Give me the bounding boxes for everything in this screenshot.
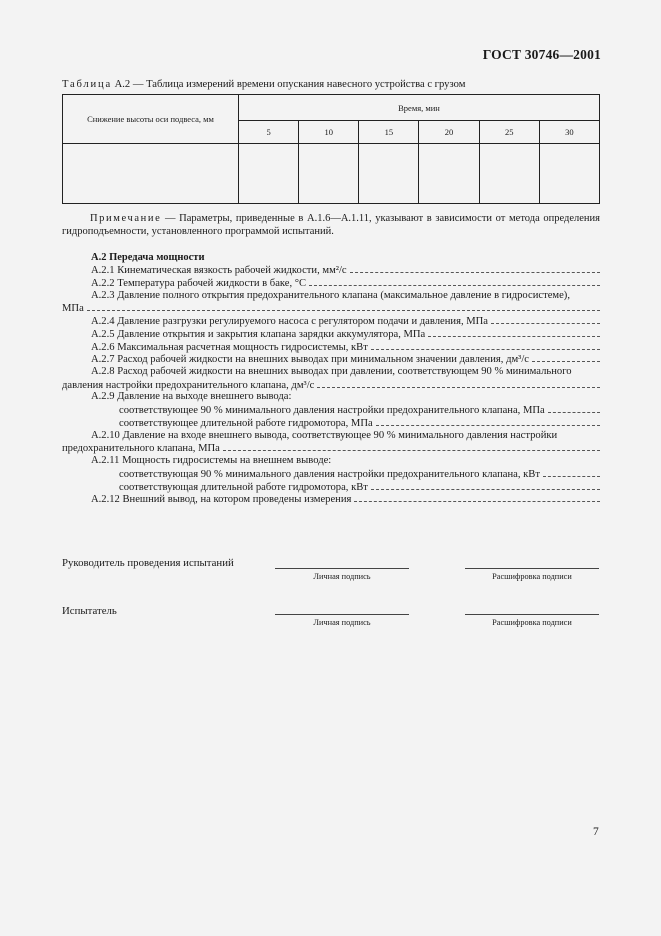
fill-blank[interactable] — [491, 314, 600, 324]
time-column-header: 25 — [479, 121, 539, 144]
table-cell — [539, 144, 599, 204]
fill-blank[interactable] — [548, 403, 600, 413]
time-column-header: 10 — [299, 121, 359, 144]
section-title: А.2 Передача мощности — [91, 252, 205, 263]
form-line: А.2.3 Давление полного открытия предохранительного клапана (максимальное давление в гидросистеме), — [91, 290, 570, 301]
table-cell — [299, 144, 359, 204]
name-caption: Расшифровка подписи — [492, 618, 572, 627]
signature-role: Руководитель проведения испытаний — [62, 557, 234, 569]
form-line: А.2.7 Расход рабочей жидкости на внешних выводах при минимальном значении давления, дм³/с — [62, 352, 600, 365]
fill-blank[interactable] — [543, 467, 600, 477]
form-line: А.2.1 Кинематическая вязкость рабочей жидкости, мм²/с — [62, 263, 600, 276]
standard-header: ГОСТ 30746—2001 — [482, 47, 601, 62]
fill-blank[interactable] — [371, 340, 600, 350]
form-line: МПа — [62, 301, 600, 314]
fill-blank[interactable] — [532, 352, 600, 362]
table-cell — [419, 144, 479, 204]
time-group-header: Время, мин — [239, 95, 600, 121]
name-line[interactable] — [465, 568, 599, 569]
table-caption-text: А.2 — Таблица измерений времени опускания навесного устройства с грузом — [111, 79, 466, 90]
form-line: предохранительного клапана, МПа — [62, 441, 600, 454]
signature-role: Испытатель — [62, 605, 117, 617]
table-caption — [62, 79, 465, 90]
fill-blank[interactable] — [223, 441, 600, 451]
fill-blank[interactable] — [371, 480, 600, 490]
fill-blank[interactable] — [350, 263, 600, 273]
form-line: А.2.2 Температура рабочей жидкости в баке, °С — [62, 276, 600, 289]
table-cell — [479, 144, 539, 204]
time-column-header: 30 — [539, 121, 599, 144]
table-caption-label: Таблица — [62, 79, 112, 90]
page-number: 7 — [593, 826, 599, 838]
form-line: А.2.8 Расход рабочей жидкости на внешних выводах при давлении, соответствующем 90 % минимального — [91, 366, 572, 377]
fill-blank[interactable] — [317, 378, 600, 388]
table-cell — [359, 144, 419, 204]
signature-caption: Личная подпись — [313, 618, 371, 627]
fill-blank[interactable] — [428, 327, 600, 337]
form-line: А.2.9 Давление на выходе внешнего вывода: — [91, 391, 292, 402]
note-paragraph — [62, 212, 600, 238]
form-line: соответствующая длительной работе гидромотора, кВт — [62, 480, 600, 493]
fill-blank[interactable] — [309, 276, 600, 286]
form-line: соответствующее 90 % минимального давления настройки предохранительного клапана, МПа — [62, 403, 600, 416]
fill-blank[interactable] — [87, 301, 600, 311]
form-line: А.2.12 Внешний вывод, на котором проведены измерения — [62, 492, 600, 505]
form-line: А.2.6 Максимальная расчетная мощность гидросистемы, кВт — [62, 340, 600, 353]
time-column-header: 5 — [239, 121, 299, 144]
table-cell — [63, 144, 239, 204]
name-caption: Расшифровка подписи — [492, 572, 572, 581]
form-line: соответствующее длительной работе гидромотора, МПа — [62, 416, 600, 429]
table-cell — [239, 144, 299, 204]
form-line: соответствующая 90 % минимального давления настройки предохранительного клапана, кВт — [62, 467, 600, 480]
time-column-header: 20 — [419, 121, 479, 144]
form-line: А.2.10 Давление на входе внешнего вывода, соответствующее 90 % минимального давления настройки — [91, 430, 558, 441]
measurement-table — [62, 94, 600, 204]
signature-line[interactable] — [275, 614, 409, 615]
row-header-cell: Снижение высоты оси подвеса, мм — [63, 95, 239, 144]
form-line: давления настройки предохранительного клапана, дм³/с — [62, 378, 600, 391]
name-line[interactable] — [465, 614, 599, 615]
note-label: Примечание — [90, 213, 162, 224]
note-text: — Параметры, приведенные в А.1.6—А.1.11, указывают в зависимости от метода определения гидроподъемности, установленного программой испытаний. — [62, 213, 600, 237]
fill-blank[interactable] — [354, 492, 600, 502]
form-line: А.2.5 Давление открытия и закрытия клапана зарядки аккумулятора, МПа — [62, 327, 600, 340]
signature-line[interactable] — [275, 568, 409, 569]
fill-blank[interactable] — [376, 416, 600, 426]
time-column-header: 15 — [359, 121, 419, 144]
form-line: А.2.4 Давление разгрузки регулируемого насоса с регулятором подачи и давления, МПа — [62, 314, 600, 327]
signature-caption: Личная подпись — [313, 572, 371, 581]
form-line: А.2.11 Мощность гидросистемы на внешнем выводе: — [91, 455, 332, 466]
